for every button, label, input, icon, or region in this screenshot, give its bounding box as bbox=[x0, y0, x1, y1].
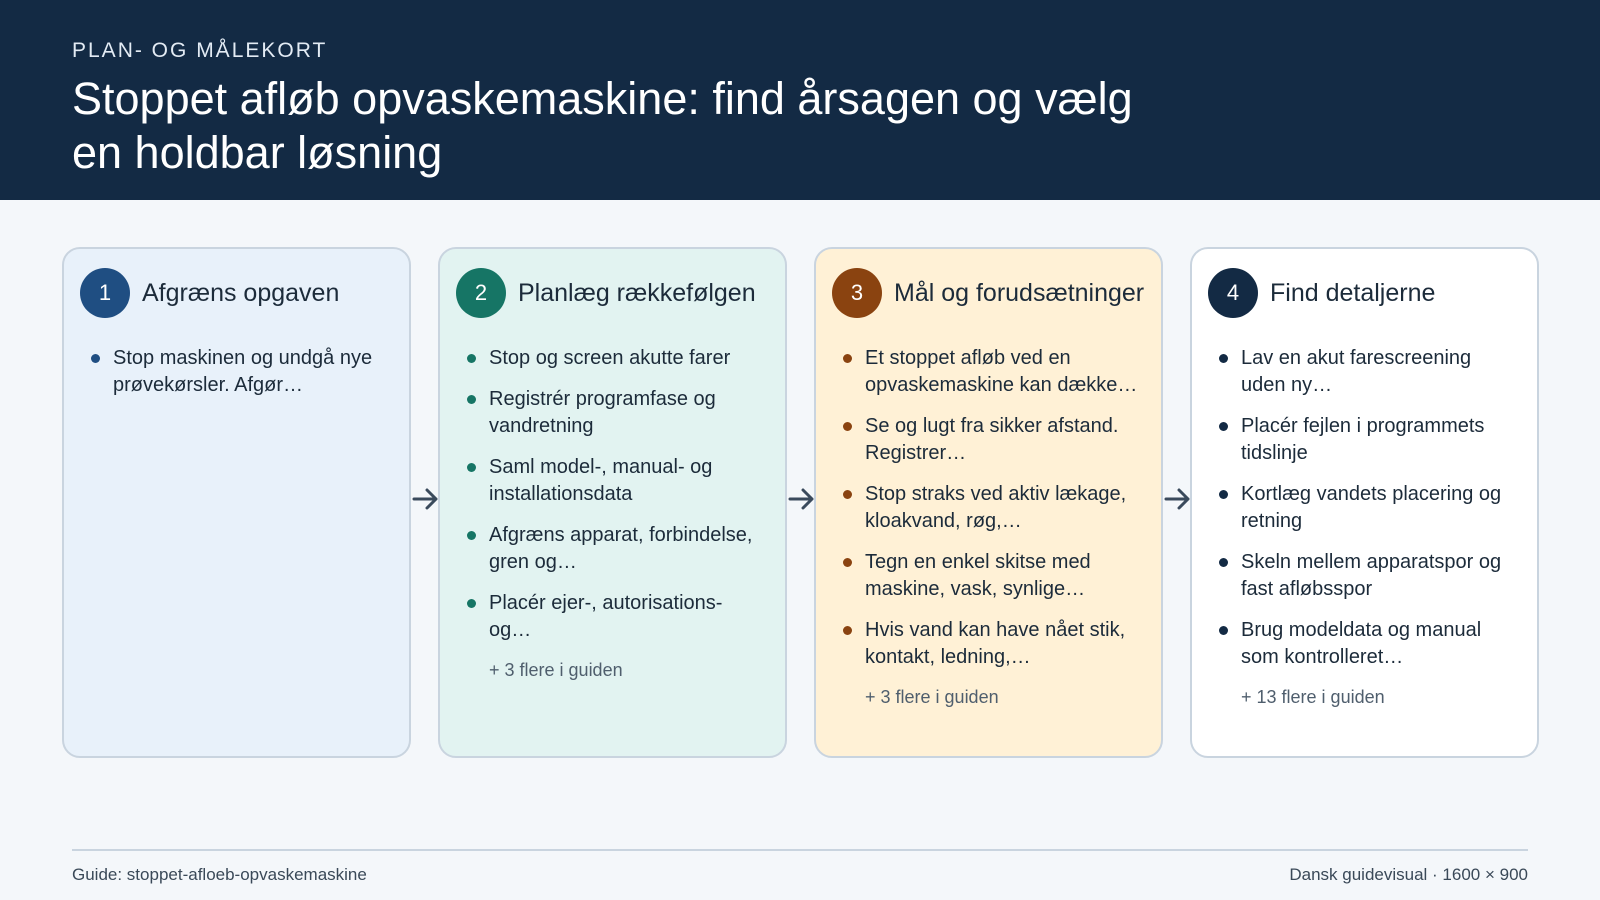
step-number-badge: 4 bbox=[1208, 268, 1258, 318]
bullet-dot-icon bbox=[1219, 354, 1228, 363]
more-in-guide-note: + 3 flere i guiden bbox=[865, 687, 999, 707]
list-item-text: Afgræns apparat, forbindelse, gren og… bbox=[489, 524, 753, 573]
list-item bbox=[1208, 617, 1521, 671]
bullet-list bbox=[832, 345, 1145, 671]
list-item-text: Placér ejer-, autorisations- og… bbox=[489, 592, 723, 641]
card-header bbox=[80, 267, 393, 319]
header-band bbox=[0, 0, 1600, 200]
list-item-text: Placér fejlen i programmets tidslinje bbox=[1241, 415, 1485, 464]
list-item bbox=[80, 345, 393, 399]
footer-divider bbox=[72, 849, 1528, 851]
list-item bbox=[832, 481, 1145, 535]
flow-diagram bbox=[0, 200, 1600, 900]
list-item bbox=[456, 590, 769, 644]
list-item-text: Stop og screen akutte farer bbox=[489, 347, 731, 369]
bullet-dot-icon bbox=[467, 395, 476, 404]
bullet-dot-icon bbox=[1219, 626, 1228, 635]
step-card-1 bbox=[62, 247, 411, 758]
footer-size-label: Dansk guidevisual · 1600 × 900 bbox=[1289, 865, 1528, 884]
bullet-dot-icon bbox=[843, 490, 852, 499]
step-number-badge: 3 bbox=[832, 268, 882, 318]
list-item-text: Lav en akut farescreening uden ny… bbox=[1241, 347, 1472, 396]
card-header bbox=[1208, 267, 1521, 319]
card-title: Mål og forudsætninger bbox=[894, 278, 1145, 307]
step-card-2 bbox=[438, 247, 787, 758]
card-title: Planlæg rækkefølgen bbox=[518, 278, 756, 307]
bullet-list bbox=[80, 345, 393, 399]
list-item-text: Stop maskinen og undgå nye prøvekørsler. Afgør… bbox=[113, 347, 373, 396]
card-title: Afgræns opgaven bbox=[142, 278, 340, 307]
list-item bbox=[1208, 481, 1521, 535]
list-item bbox=[456, 345, 769, 372]
bullet-list bbox=[456, 345, 769, 644]
more-in-guide-note: + 13 flere i guiden bbox=[1241, 687, 1385, 707]
bullet-dot-icon bbox=[843, 422, 852, 431]
list-item bbox=[832, 617, 1145, 671]
bullet-dot-icon bbox=[843, 354, 852, 363]
card-header bbox=[832, 267, 1145, 319]
arrow-right-icon bbox=[412, 487, 440, 511]
list-item-text: Hvis vand kan have nået stik, kontakt, ledning,… bbox=[865, 619, 1126, 668]
footer-guide-label: Guide: stoppet-afloeb-opvaskemaskine bbox=[72, 865, 367, 884]
bullet-dot-icon bbox=[1219, 558, 1228, 567]
list-item-text: Se og lugt fra sikker afstand. Registrer… bbox=[865, 415, 1119, 464]
list-item bbox=[1208, 413, 1521, 467]
arrow-right-icon bbox=[788, 487, 816, 511]
step-number-badge: 2 bbox=[456, 268, 506, 318]
list-item-text: Kortlæg vandets placering og retning bbox=[1241, 483, 1502, 532]
arrow-right-icon bbox=[1164, 487, 1192, 511]
bullet-list bbox=[1208, 345, 1521, 671]
bullet-dot-icon bbox=[1219, 422, 1228, 431]
list-item-text: Brug modeldata og manual som kontrolleret… bbox=[1241, 619, 1482, 668]
bullet-dot-icon bbox=[467, 599, 476, 608]
step-card-4 bbox=[1190, 247, 1539, 758]
list-item-text: Stop straks ved aktiv lækage, kloakvand, røg,… bbox=[865, 483, 1127, 532]
list-item-text: Et stoppet afløb ved en opvaskemaskine kan dække… bbox=[865, 347, 1138, 396]
list-item bbox=[832, 413, 1145, 467]
list-item-text: Tegn en enkel skitse med maskine, vask, synlige… bbox=[865, 551, 1091, 600]
bullet-dot-icon bbox=[467, 354, 476, 363]
list-item bbox=[1208, 549, 1521, 603]
list-item bbox=[456, 454, 769, 508]
list-item bbox=[456, 386, 769, 440]
card-header bbox=[456, 267, 769, 319]
eyebrow: PLAN- OG MÅLEKORT bbox=[72, 39, 328, 62]
bullet-dot-icon bbox=[91, 354, 100, 363]
step-card-3 bbox=[814, 247, 1163, 758]
list-item-text: Registrér programfase og vandretning bbox=[489, 388, 716, 437]
list-item bbox=[456, 522, 769, 576]
page-title: Stoppet afløb opvaskemaskine: find årsagen og vælg en holdbar løsning bbox=[72, 73, 1133, 178]
list-item-text: Saml model-, manual- og installationsdata bbox=[489, 456, 713, 505]
bullet-dot-icon bbox=[843, 626, 852, 635]
card-title: Find detaljerne bbox=[1270, 278, 1436, 307]
list-item-text: Skeln mellem apparatspor og fast afløbsspor bbox=[1241, 551, 1502, 600]
more-in-guide-note: + 3 flere i guiden bbox=[489, 660, 623, 680]
list-item bbox=[832, 345, 1145, 399]
list-item bbox=[1208, 345, 1521, 399]
bullet-dot-icon bbox=[843, 558, 852, 567]
bullet-dot-icon bbox=[1219, 490, 1228, 499]
list-item bbox=[832, 549, 1145, 603]
bullet-dot-icon bbox=[467, 463, 476, 472]
bullet-dot-icon bbox=[467, 531, 476, 540]
step-number-badge: 1 bbox=[80, 268, 130, 318]
